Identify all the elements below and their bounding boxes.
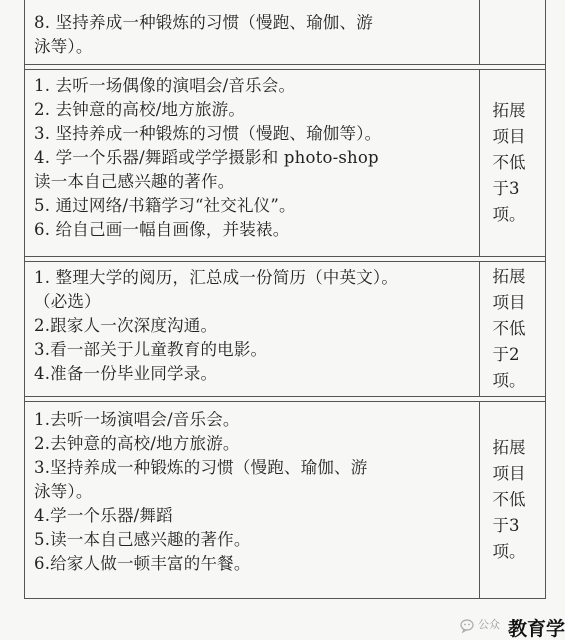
brand-text: 教育学 (507, 618, 565, 640)
list-item: 2.去钟意的高校/地方旅游。 (34, 434, 240, 453)
section-note-cell (480, 70, 545, 256)
watermark-text: 公众 (477, 618, 500, 631)
list-item: 泳等）。 (34, 482, 93, 501)
section-items (25, 262, 480, 396)
section-note-cell (480, 402, 545, 598)
list-item: 1. 整理大学的阅历，汇总成一份简历（中英文）。 (34, 268, 399, 287)
wechat-bubble-icon (460, 618, 476, 634)
section-note: 拓展项目不低于3项。 (492, 438, 526, 561)
section-note-cell (480, 0, 545, 64)
section-items (25, 70, 480, 256)
list-item: 2. 去钟意的高校/地方旅游。 (34, 100, 246, 119)
table-section-1 (25, 0, 545, 65)
section-items (25, 402, 480, 598)
list-item: 4. 学一个乐器/舞蹈或学学摄影和 photo-shop (34, 148, 379, 167)
section-note-cell (480, 262, 545, 396)
list-item: 4.准备一份毕业同学录。 (34, 364, 218, 383)
list-item: 1.去听一场演唱会/音乐会。 (34, 410, 240, 429)
list-item: 4.学一个乐器/舞蹈 (34, 506, 173, 525)
list-item: （必选） (34, 292, 101, 311)
footer-watermark (460, 612, 565, 640)
section-note: 拓展项目不低于2项。 (492, 267, 526, 390)
list-item: 8. 坚持养成一种锻炼的习惯（慢跑、瑜伽、游 (34, 13, 373, 32)
list-item: 3.坚持养成一种锻炼的习惯（慢跑、瑜伽、游 (34, 458, 368, 477)
list-item: 2.跟家人一次深度沟通。 (34, 316, 218, 335)
table-section-4 (25, 401, 545, 599)
list-item: 泳等）。 (34, 37, 93, 56)
table-section-2 (25, 69, 545, 257)
list-item: 3.看一部关于儿童教育的电影。 (34, 340, 268, 359)
list-item: 3. 坚持养成一种锻炼的习惯（慢跑、瑜伽等）。 (34, 124, 382, 143)
list-item: 6.给家人做一顿丰富的午餐。 (34, 554, 251, 573)
list-item: 5. 通过网络/书籍学习“社交礼仪”。 (34, 196, 296, 215)
table-section-3 (25, 261, 545, 397)
section-note: 拓展项目不低于3项。 (492, 101, 526, 224)
list-item: 6. 给自己画一幅自画像，并装裱。 (34, 220, 290, 239)
list-item: 5.读一本自己感兴趣的著作。 (34, 530, 251, 549)
section-items (25, 0, 480, 64)
list-item: 1. 去听一场偶像的演唱会/音乐会。 (34, 76, 296, 95)
list-item: 读一本自己感兴趣的著作。 (34, 172, 235, 191)
requirements-table (24, 0, 546, 599)
